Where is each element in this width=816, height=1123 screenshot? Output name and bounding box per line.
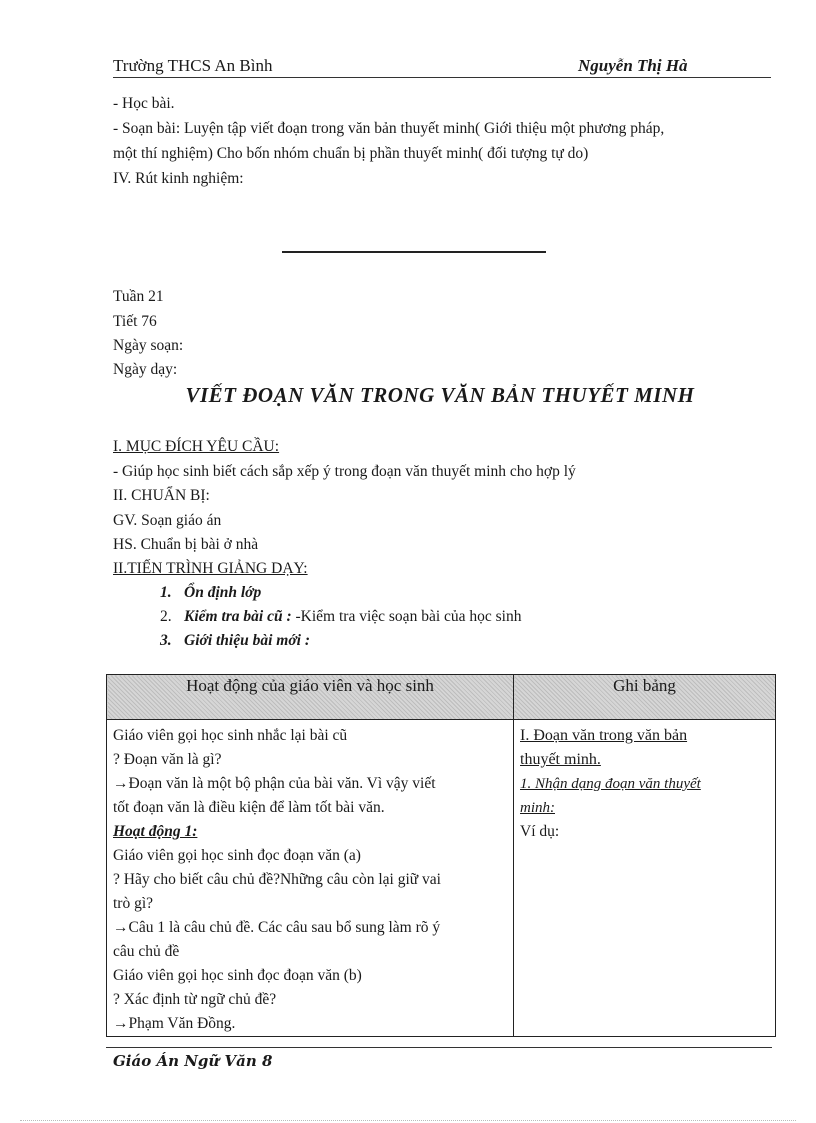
prep-hs: HS. Chuẩn bị bài ở nhà (113, 536, 259, 553)
activity-line: →Phạm Văn Đồng. (113, 1015, 236, 1032)
activity-line: ? Đoạn văn là gì? (113, 751, 222, 768)
activity-line: tốt đoạn văn là điều kiện để làm tốt bài văn. (113, 799, 385, 816)
notes-heading-line-2: thuyết minh. (520, 751, 601, 768)
prep-gv: GV. Soạn giáo án (113, 512, 222, 529)
lesson-table (106, 674, 776, 1037)
activity-line: →Đoạn văn là một bộ phận của bài văn. Vì vậy viết (113, 775, 436, 792)
meta-teach-date: Ngày dạy: (113, 361, 178, 378)
prep-heading: II. CHUẨN BỊ: (113, 487, 210, 504)
header-divider (113, 77, 771, 78)
activity-line: Giáo viên gọi học sinh đọc đoạn văn (a) (113, 847, 361, 864)
top-line-prepare: - Soạn bài: Luyện tập viết đoạn trong văn bản thuyết minh( Giới thiệu một phương pháp, (113, 120, 665, 137)
step-2 (160, 608, 521, 626)
step-2-number: 2. (160, 608, 172, 625)
notes-heading-line-1: I. Đoạn văn trong văn bản (520, 727, 688, 744)
objectives-text: - Giúp học sinh biết cách sắp xếp ý trong đoạn văn thuyết minh cho hợp lý (113, 463, 576, 480)
step-1-number: 1. (160, 584, 172, 601)
footer-divider (106, 1047, 772, 1048)
activity-line: →Câu 1 là câu chủ đề. Các câu sau bổ sung làm rõ ý (113, 919, 441, 936)
header-school: Trường THCS An Bình (113, 56, 273, 75)
step-3 (160, 632, 310, 650)
meta-week: Tuần 21 (113, 288, 164, 305)
activity-line: ? Xác định từ ngữ chủ đề? (113, 991, 277, 1008)
step-2-title: Kiểm tra bài cũ : (184, 608, 292, 625)
notes-cell (514, 720, 776, 1037)
notes-subheading-line-1: 1. Nhận dạng đoạn văn thuyết (520, 776, 701, 792)
process-heading: II.TIẾN TRÌNH GIẢNG DẠY: (113, 560, 308, 577)
activity-line: Giáo viên gọi học sinh nhắc lại bài cũ (113, 727, 348, 744)
section-divider (282, 251, 546, 253)
footer-text: Giáo Án Ngữ Văn 8 (113, 1052, 273, 1070)
table-header-notes: Ghi bảng (514, 675, 776, 720)
activity-line: ? Hãy cho biết câu chủ đề?Những câu còn lại giữ vai (113, 871, 441, 888)
table-header-activities: Hoạt động của giáo viên và học sinh (107, 675, 514, 720)
table-header-row (107, 675, 776, 720)
step-2-rest: -Kiểm tra việc soạn bài của học sinh (291, 608, 522, 625)
header-teacher: Nguyễn Thị Hà (578, 56, 688, 75)
page-bottom-border (20, 1120, 796, 1121)
step-3-number: 3. (160, 632, 172, 649)
table-row (107, 720, 776, 1037)
activities-cell (107, 720, 514, 1037)
activity-line: trò gì? (113, 895, 154, 912)
top-line-prepare-cont: một thí nghiệm) Cho bốn nhóm chuẩn bị phần thuyết minh( đối tượng tự do) (113, 145, 589, 162)
top-line-study: - Học bài. (113, 95, 175, 112)
step-1 (160, 584, 261, 602)
meta-prep-date: Ngày soạn: (113, 337, 184, 354)
objectives-heading: I. MỤC ĐÍCH YÊU CẦU: (113, 438, 280, 455)
top-line-experience: IV. Rút kinh nghiệm: (113, 170, 244, 187)
notes-example: Ví dụ: (520, 823, 560, 840)
activity-line: câu chủ đề (113, 943, 180, 960)
page-title: VIẾT ĐOẠN VĂN TRONG VĂN BẢN THUYẾT MINH (185, 383, 695, 407)
activity-line: Giáo viên gọi học sinh đọc đoạn văn (b) (113, 967, 362, 984)
step-3-title: Giới thiệu bài mới : (184, 632, 311, 649)
activity-heading: Hoạt động 1: (113, 823, 198, 840)
step-1-title: Ổn định lớp (184, 584, 262, 601)
meta-lesson: Tiết 76 (113, 313, 157, 330)
notes-subheading-line-2: minh: (520, 800, 555, 816)
